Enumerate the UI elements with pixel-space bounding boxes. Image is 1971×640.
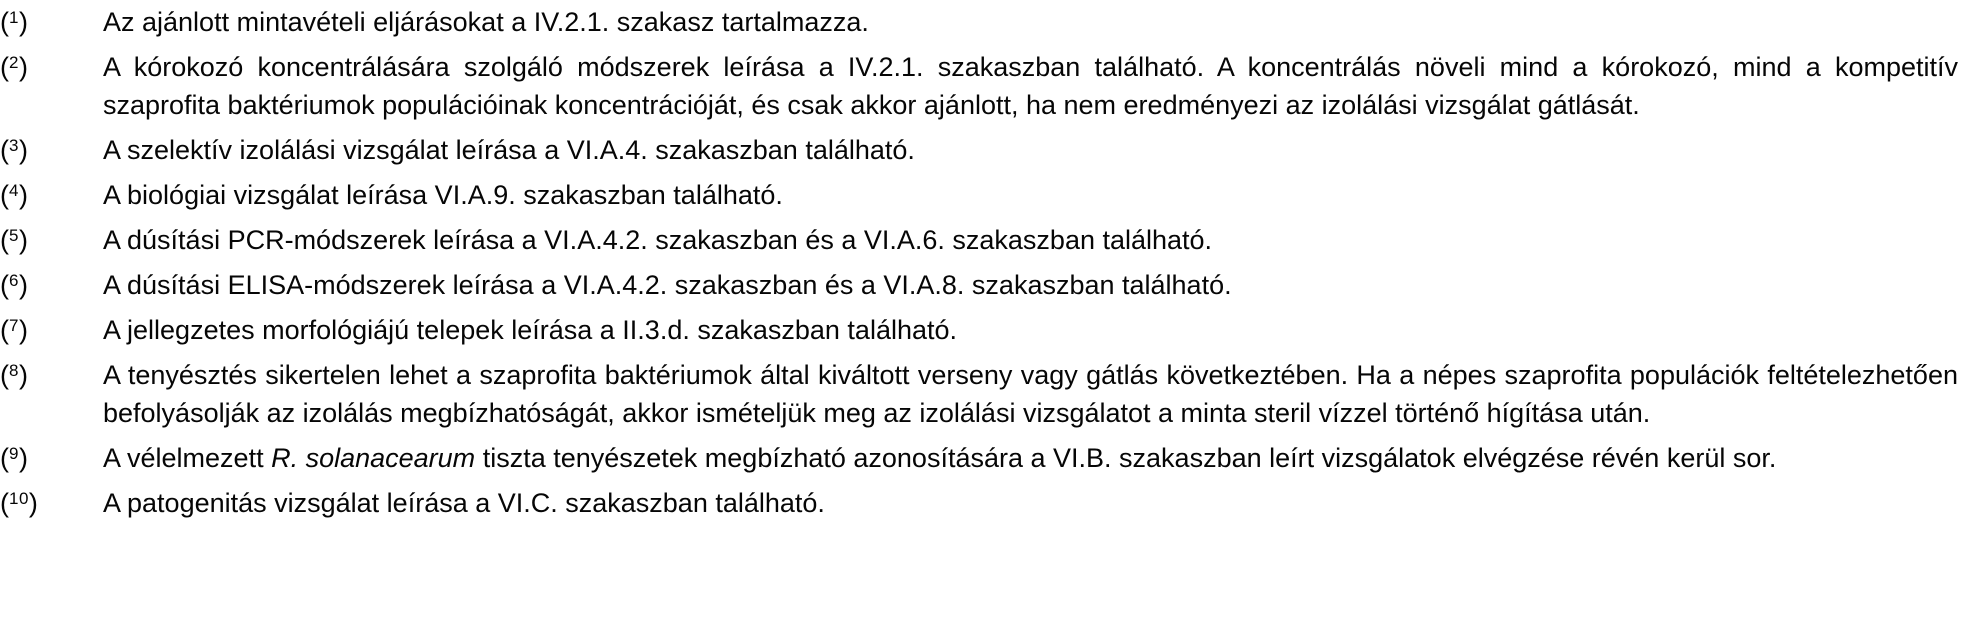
footnote-marker-open-paren: ( [0, 135, 9, 165]
footnote-text-segment: A dúsítási PCR-módszerek leírása a VI.A.4.2. szakaszban és a VI.A.6. szakaszban található. [103, 225, 1213, 255]
footnote-marker-open-paren: ( [0, 443, 9, 473]
footnote-marker-open-paren: ( [0, 7, 9, 37]
footnote-text-segment: A biológiai vizsgálat leírása VI.A.9. szakaszban található. [103, 180, 783, 210]
footnote-marker [0, 356, 103, 394]
footnote-marker-open-paren: ( [0, 180, 9, 210]
footnote-marker-close-paren: ) [18, 443, 28, 473]
footnote-marker [0, 311, 103, 349]
footnote-row [0, 311, 1958, 349]
footnote-row [0, 3, 1958, 41]
footnote-marker-open-paren: ( [0, 52, 9, 82]
footnote-row [0, 131, 1958, 169]
footnote-number: 9 [9, 444, 19, 463]
footnote-marker [0, 266, 103, 304]
footnote-text-segment: A tenyésztés sikertelen lehet a szaprofita baktériumok által kiváltott verseny vagy gátlás következtében. Ha a népes szaprofita populációk feltételezhetően befolyásolják az izolálás megbízhatóságát, akkor ismételjük meg az izolálási vizsgálatot a minta steril vízzel történő hígítása után. [103, 360, 1958, 428]
footnote-text-segment: A jellegzetes morfológiájú telepek leírása a II.3.d. szakaszban található. [103, 315, 958, 345]
footnote-text-segment: A vélelmezett [103, 443, 272, 473]
footnote-marker-open-paren: ( [0, 488, 9, 518]
footnote-text [103, 266, 1958, 304]
footnote-marker-close-paren: ) [28, 488, 38, 518]
footnote-marker-close-paren: ) [18, 135, 28, 165]
footnote-row [0, 356, 1958, 432]
footnote-marker-close-paren: ) [18, 225, 28, 255]
footnote-marker [0, 439, 103, 477]
footnote-text [103, 311, 1958, 349]
footnote-marker [0, 484, 103, 522]
footnote-text-segment: tiszta tenyészetek megbízható azonosítására a VI.B. szakaszban leírt vizsgálatok elvégzése révén kerül sor. [475, 443, 1777, 473]
footnote-row [0, 439, 1958, 477]
footnote-marker-close-paren: ) [18, 180, 28, 210]
footnote-number: 8 [9, 361, 19, 380]
footnote-text [103, 131, 1958, 169]
footnote-text-segment: A dúsítási ELISA-módszerek leírása a VI.A.4.2. szakaszban és a VI.A.8. szakaszban található. [103, 270, 1232, 300]
footnote-marker-open-paren: ( [0, 225, 9, 255]
footnote-row [0, 48, 1958, 124]
footnote-row [0, 221, 1958, 259]
footnote-number: 5 [9, 226, 19, 245]
footnote-marker-close-paren: ) [18, 270, 28, 300]
footnote-marker [0, 221, 103, 259]
footnote-marker [0, 3, 103, 41]
footnote-number: 10 [9, 489, 29, 508]
footnote-text-segment: A patogenitás vizsgálat leírása a VI.C. szakaszban található. [103, 488, 825, 518]
footnote-text-segment: A szelektív izolálási vizsgálat leírása a VI.A.4. szakaszban található. [103, 135, 915, 165]
footnote-number: 7 [9, 316, 19, 335]
footnote-row [0, 484, 1958, 522]
footnote-text [103, 439, 1958, 477]
footnote-number: 6 [9, 271, 19, 290]
footnote-marker-open-paren: ( [0, 270, 9, 300]
footnote-text [103, 3, 1958, 41]
footnote-text [103, 48, 1958, 124]
footnote-marker-open-paren: ( [0, 315, 9, 345]
footnote-number: 2 [9, 53, 19, 72]
footnote-number: 4 [9, 181, 19, 200]
footnote-marker-close-paren: ) [18, 315, 28, 345]
footnote-text [103, 176, 1958, 214]
species-name-italic: R. solanacearum [271, 443, 476, 473]
footnote-marker [0, 131, 103, 169]
footnote-number: 1 [9, 8, 19, 27]
footnote-text [103, 484, 1958, 522]
footnote-marker-open-paren: ( [0, 360, 9, 390]
footnote-marker [0, 176, 103, 214]
footnote-text [103, 356, 1958, 432]
footnote-row [0, 176, 1958, 214]
footnote-marker-close-paren: ) [18, 52, 28, 82]
footnote-text [103, 221, 1958, 259]
footnote-text-segment: Az ajánlott mintavételi eljárásokat a IV.2.1. szakasz tartalmazza. [103, 7, 869, 37]
footnote-row [0, 266, 1958, 304]
footnote-marker [0, 48, 103, 86]
footnote-text-segment: A kórokozó koncentrálására szolgáló módszerek leírása a IV.2.1. szakaszban található. A koncentrálás növeli mind a kórokozó, mind a kompetitív szaprofita baktériumok populációinak koncentrációját, és csak akkor ajánlott, ha nem eredményezi az izolálási vizsgálat gátlását. [103, 52, 1958, 120]
footnote-number: 3 [9, 136, 19, 155]
footnote-marker-close-paren: ) [18, 7, 28, 37]
footnote-marker-close-paren: ) [18, 360, 28, 390]
